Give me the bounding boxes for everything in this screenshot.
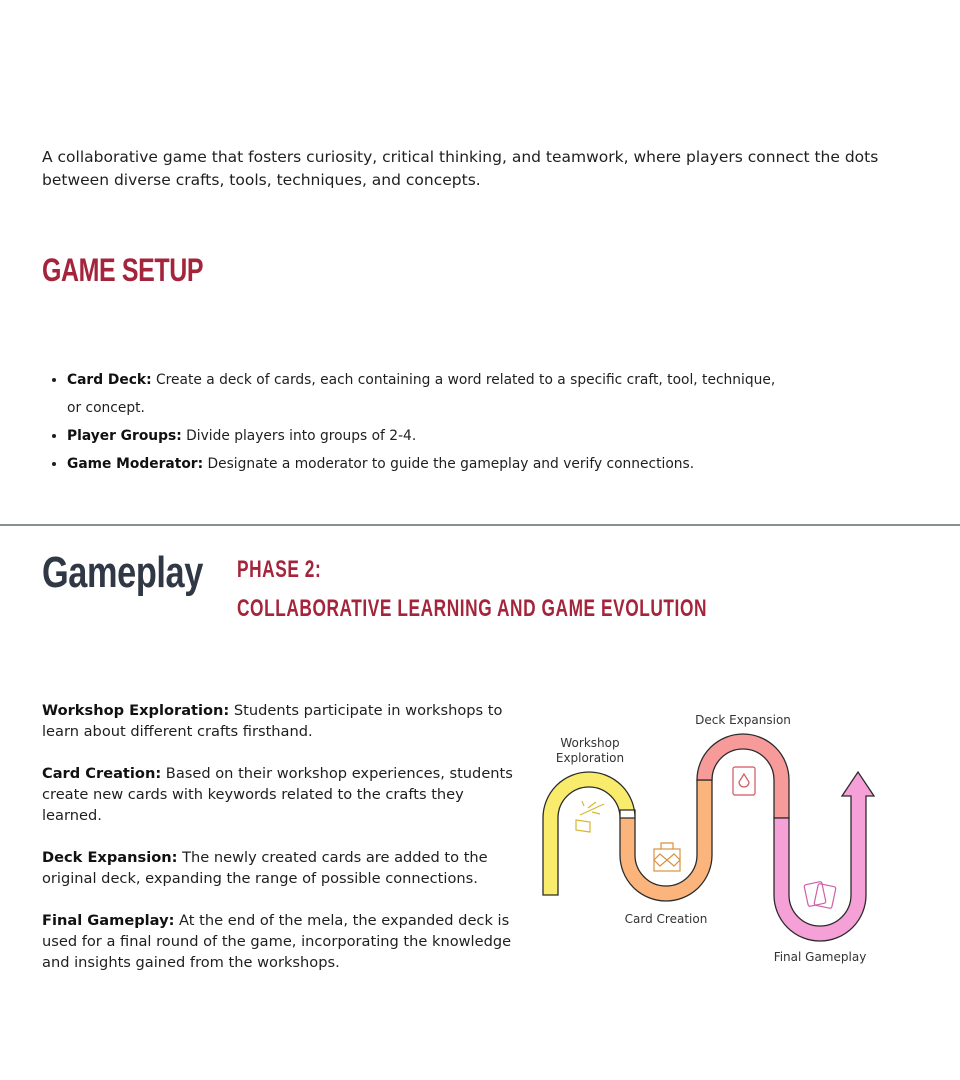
segment-card-creation <box>620 780 712 901</box>
step-text: The newly created cards are added to the original deck, expanding the range of possible connections. <box>42 849 488 887</box>
setup-item-player-groups <box>67 422 787 450</box>
step-term: Final Gameplay: <box>42 912 175 929</box>
step-workshop-exploration <box>42 700 520 742</box>
step-text: Based on their workshop experiences, students create new cards with keywords related to the crafts they learned. <box>42 765 513 824</box>
setup-list <box>42 366 787 478</box>
playing-card-icon <box>733 767 755 795</box>
step-text: Students participate in workshops to learn about different crafts firsthand. <box>42 702 503 740</box>
label-card-creation: Card Creation <box>624 912 708 926</box>
phase-path-diagram <box>530 700 880 980</box>
game-setup-heading: GAME SETUP <box>42 252 204 288</box>
setup-item-text: Divide players into groups of 2-4. <box>181 428 417 444</box>
cards-icon <box>804 881 836 908</box>
step-term: Workshop Exploration: <box>42 702 230 719</box>
phase-subtitle: COLLABORATIVE LEARNING AND GAME EVOLUTION <box>237 595 708 622</box>
setup-item-game-moderator <box>67 450 787 478</box>
step-term: Deck Expansion: <box>42 849 178 866</box>
setup-item-term: Card Deck: <box>67 372 152 388</box>
phase-title: PHASE 2: <box>237 556 322 583</box>
section-divider <box>0 524 960 526</box>
gameplay-heading: Gameplay <box>42 548 203 597</box>
step-card-creation <box>42 763 520 826</box>
label-workshop-line1: Workshop <box>560 736 620 750</box>
setup-item-text: Designate a moderator to guide the gameplay and verify connections. <box>203 456 695 472</box>
phase-heading <box>237 550 707 628</box>
bag-icon <box>654 843 680 871</box>
paint-brush-icon <box>576 801 604 832</box>
label-final-gameplay: Final Gameplay <box>773 950 867 964</box>
setup-item-term: Game Moderator: <box>67 456 204 472</box>
setup-item-card-deck <box>67 366 787 422</box>
label-deck-expansion: Deck Expansion <box>695 713 791 727</box>
step-term: Card Creation: <box>42 765 162 782</box>
step-text: At the end of the mela, the expanded deck is used for a final round of the game, incorporating the knowledge and insights gained from the workshops. <box>42 912 512 971</box>
setup-item-text: Create a deck of cards, each containing a word related to a specific craft, tool, technique, or concept. <box>67 372 776 416</box>
intro-paragraph: A collaborative game that fosters curiosity, critical thinking, and teamwork, where players connect the dots between diverse crafts, tools, techniques, and concepts. <box>42 148 879 189</box>
step-deck-expansion <box>42 847 520 889</box>
gameplay-steps <box>42 700 520 994</box>
label-workshop-line2: Exploration <box>555 751 625 765</box>
step-final-gameplay <box>42 910 520 973</box>
setup-item-term: Player Groups: <box>67 428 182 444</box>
